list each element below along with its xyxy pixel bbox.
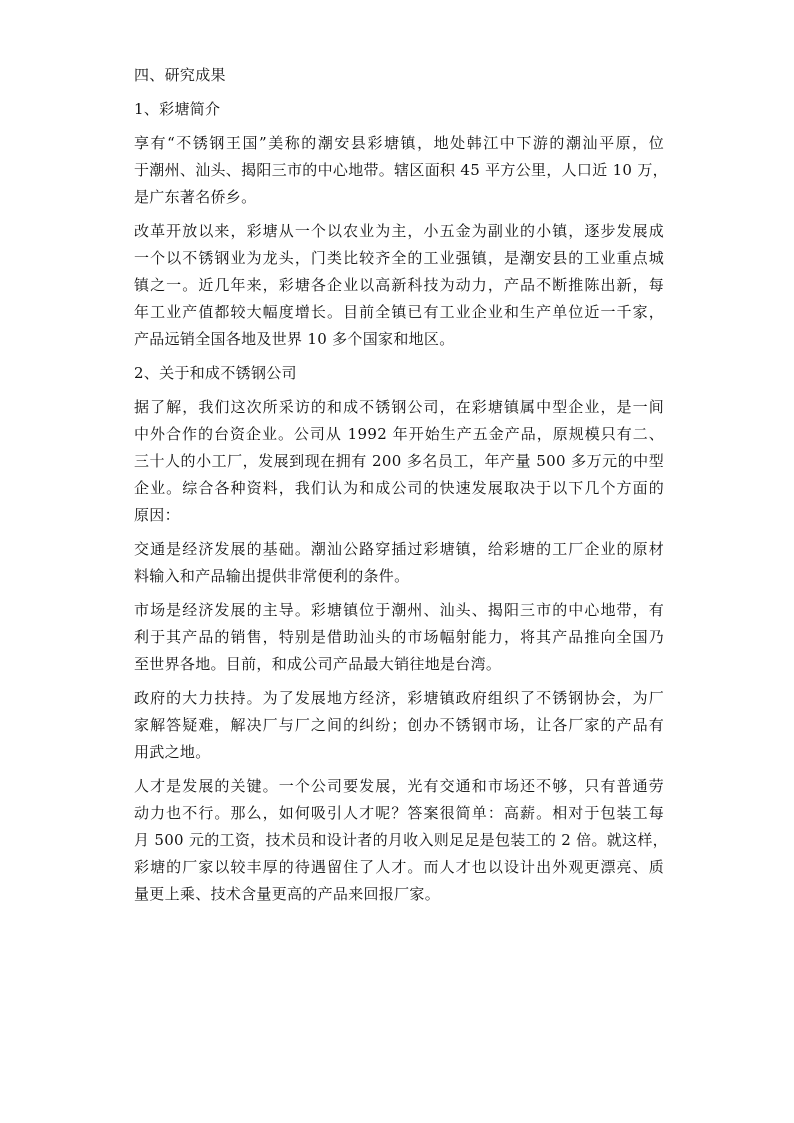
- paragraph-line: 企业。综合各种资料，我们认为和成公司的快速发展取决于以下几个方面的: [134, 479, 664, 497]
- paragraph-line: 年工业产值都较大幅度增长。目前全镇已有工业企业和生产单位近一千家，: [134, 303, 664, 321]
- paragraph-hecheng-company: [134, 394, 664, 529]
- subsection-heading-caitang-text: 1、彩塘简介: [134, 100, 221, 118]
- paragraph-line: 中外合作的台资企业。公司从 1992 年开始生产五金产品，原规模只有二、: [134, 425, 664, 443]
- paragraph-line: 产品远销全国各地及世界 10 多个国家和地区。: [134, 330, 455, 348]
- paragraph-line: 原因：: [134, 506, 180, 524]
- paragraph-line: 改革开放以来，彩塘从一个以农业为主，小五金为副业的小镇，逐步发展成: [134, 222, 664, 240]
- paragraph-line: 于潮州、汕头、揭阳三市的中心地带。辖区面积 45 平方公里，人口近 10 万，: [134, 161, 668, 179]
- paragraph-line: 家解答疑难，解决厂与厂之间的纠纷；创办不锈钢市场，让各厂家的产品有: [134, 716, 664, 734]
- paragraph-line: 月 500 元的工资，技术员和设计者的月收入则足足是包装工的 2 倍。就这样，: [134, 831, 668, 849]
- paragraph-line: 利于其产品的销售，特别是借助汕头的市场幅射能力，将其产品推向全国乃: [134, 628, 664, 646]
- paragraph-talent: [134, 773, 668, 908]
- paragraph-line: 一个以不锈钢业为龙头，门类比较齐全的工业强镇，是潮安县的工业重点城: [134, 249, 664, 267]
- subsection-heading-hecheng: [134, 360, 664, 387]
- paragraph-line: 彩塘的厂家以较丰厚的待遇留住了人才。而人才也以设计出外观更漂亮、质: [134, 858, 664, 876]
- subsection-heading-hecheng-text: 2、关于和成不锈钢公司: [134, 364, 297, 382]
- paragraph-line: 据了解，我们这次所采访的和成不锈钢公司，在彩塘镇属中型企业，是一间: [134, 398, 664, 416]
- paragraph-line: 至世界各地。目前，和成公司产品最大销往地是台湾。: [134, 655, 502, 673]
- paragraph-line: 市场是经济发展的主导。彩塘镇位于潮州、汕头、揭阳三市的中心地带，有: [134, 601, 664, 619]
- paragraph-government: [134, 685, 664, 766]
- paragraph-transport: [134, 536, 664, 590]
- paragraph-line: 人才是发展的关键。一个公司要发展，光有交通和市场还不够，只有普通劳: [134, 777, 664, 795]
- subsection-heading-caitang: [134, 96, 664, 123]
- paragraph-line: 三十人的小工厂，发展到现在拥有 200 多名员工，年产量 500 多万元的中型: [134, 452, 664, 470]
- section-heading: [134, 62, 664, 89]
- paragraph-line: 政府的大力扶持。为了发展地方经济，彩塘镇政府组织了不锈钢协会，为厂: [134, 689, 664, 707]
- paragraph-line: 交通是经济发展的基础。潮汕公路穿插过彩塘镇，给彩塘的工厂企业的原材: [134, 540, 664, 558]
- paragraph-caitang-intro: [134, 130, 668, 211]
- paragraph-line: 料输入和产品输出提供非常便利的条件。: [134, 567, 410, 585]
- paragraph-line: 用武之地。: [134, 743, 211, 761]
- paragraph-line: 量更上乘、技术含量更高的产品来回报厂家。: [134, 885, 441, 903]
- paragraph-market: [134, 597, 664, 678]
- paragraph-line: 动力也不行。那么，如何吸引人才呢？答案很简单：高薪。相对于包装工每: [134, 804, 664, 822]
- paragraph-line: 镇之一。近几年来，彩塘各企业以高新科技为动力，产品不断推陈出新，每: [134, 276, 664, 294]
- document-body: [134, 62, 668, 915]
- paragraph-reform: [134, 218, 664, 353]
- paragraph-line: 享有“不锈钢王国”美称的潮安县彩塘镇，地处韩江中下游的潮汕平原，位: [134, 134, 664, 152]
- paragraph-line: 是广东著名侨乡。: [134, 188, 257, 206]
- section-heading-text: 四、研究成果: [134, 66, 226, 84]
